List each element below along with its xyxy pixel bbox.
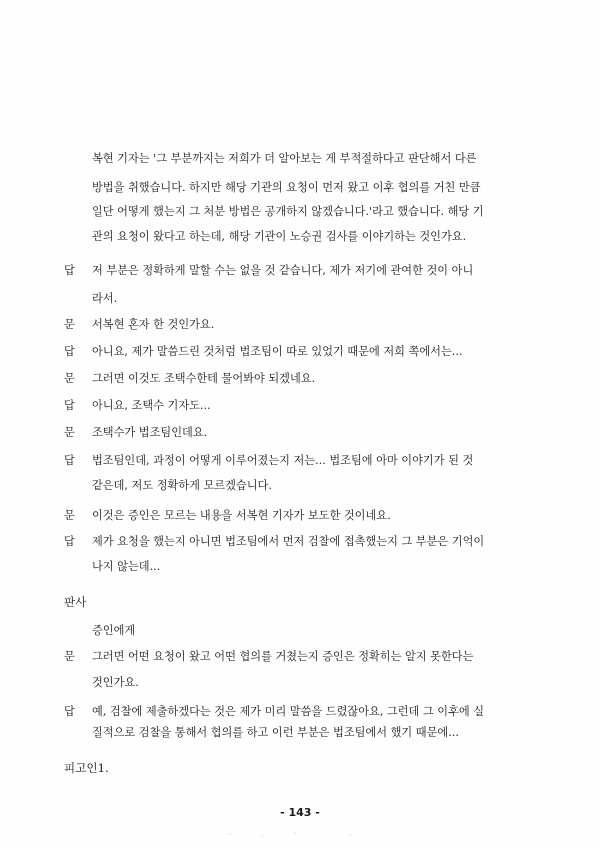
speaker-tag: 답 [64, 345, 75, 358]
line-text: 복현 기자는 '그 부분까지는 저희가 더 알아보는 게 부적절하다고 판단해서 다른 [92, 152, 477, 165]
line-text: 저 부분은 정확하게 말할 수는 없을 것 같습니다, 제가 저기에 관여한 것이 아니 [92, 264, 474, 277]
page-number: - 143 - [280, 806, 320, 819]
scan-noise [200, 830, 400, 840]
line-text: 같은데, 저도 정확하게 모르겠습니다. [92, 479, 272, 492]
speaker-tag: 답 [64, 535, 75, 548]
line-text: 일단 어떻게 했는지 그 처분 방법은 공개하지 않겠습니다.'라고 했습니다. 해당 기 [92, 205, 484, 218]
judge-heading: 판사 [64, 595, 87, 609]
line-text: 제가 요청을 했는지 아니면 법조팀에서 먼저 검찰에 접촉했는지 그 부분은 기억이 [92, 535, 485, 548]
line-text: 그러면 이것도 조택수한테 물어봐야 되겠네요. [92, 372, 316, 385]
line-text: 증인에게 [92, 624, 136, 637]
speaker-tag: 답 [64, 399, 75, 412]
line-text: 법조팀인데, 과정이 어떻게 이루어졌는지 저는... 법조팀에 아마 이야기가 된 것 [92, 454, 474, 467]
speaker-tag: 문 [64, 318, 75, 331]
speaker-tag: 문 [64, 426, 75, 439]
speaker-tag: 문 [64, 509, 75, 522]
line-text: 질적으로 검찰을 통해서 협의를 하고 이런 부분은 법조팀에서 했기 때문에... [92, 726, 459, 739]
speaker-tag: 답 [64, 705, 75, 718]
line-text: 아니요, 조택수 기자도... [92, 399, 211, 412]
line-text: 조택수가 법조팀인데요. [92, 426, 208, 439]
line-text: 방법을 취했습니다. 하지만 해당 기관의 요청이 먼저 왔고 이후 협의를 거친 만큼 [92, 181, 481, 194]
line-text: 것인가요. [92, 676, 139, 689]
line-text: 관의 요청이 왔다고 하는데, 해당 기관이 노승권 검사를 이야기하는 것인가요. [92, 230, 467, 243]
line-text: 그러면 어떤 요청이 왔고 어떤 협의를 거쳤는지 증인은 정확히는 알지 못한다는 [92, 650, 474, 663]
line-text: 아니요, 제가 말씀드린 것처럼 법조팀이 따로 있었기 때문에 저희 쪽에서는... [92, 345, 463, 358]
speaker-tag: 문 [64, 372, 75, 385]
line-text: 이것은 증인은 모르는 내용을 서복현 기자가 보도한 것이네요. [92, 509, 391, 522]
speaker-tag: 문 [64, 650, 75, 663]
speaker-tag: 답 [64, 454, 75, 467]
line-text: 라서. [92, 292, 118, 305]
line-text: 나지 않는데... [92, 560, 161, 573]
speaker-tag: 답 [64, 264, 75, 277]
line-text: 예, 검찰에 제출하겠다는 것은 제가 미리 말씀을 드렸잖아요, 그런데 그 이후에 실 [92, 705, 485, 718]
defendant-heading: 피고인1. [64, 761, 109, 775]
line-text: 서복현 혼자 한 것인가요. [92, 318, 215, 331]
